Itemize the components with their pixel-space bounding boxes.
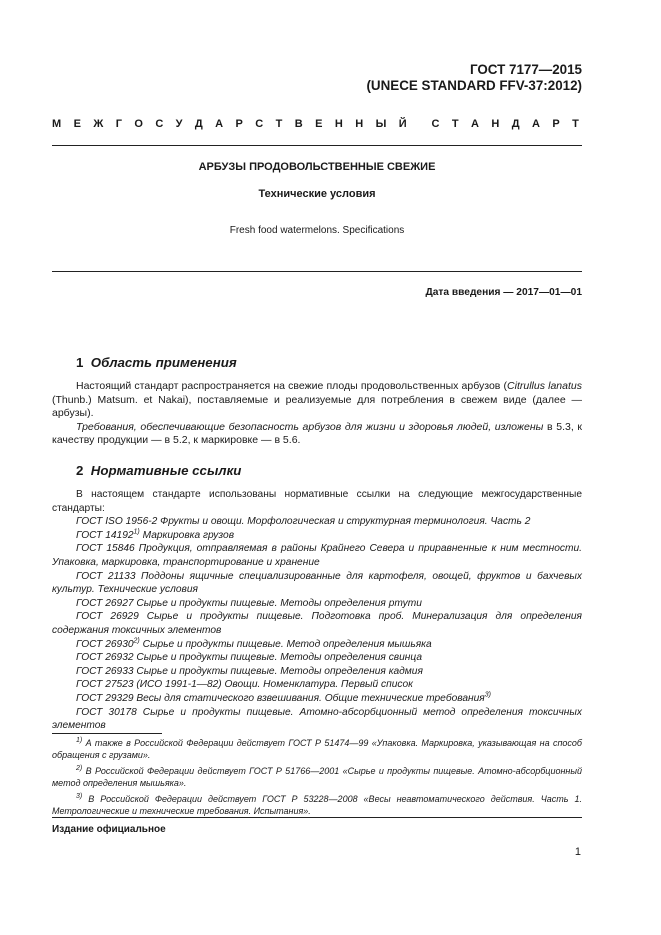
interstate-letter: В <box>294 118 303 130</box>
section-1-number: 1 <box>76 355 84 370</box>
reference-item: ГОСТ 29329 Весы для статического взвешивания. Общие технические требования$^{3)}$ <box>76 691 491 704</box>
normative-references <box>52 488 582 733</box>
latin-name: Citrullus lanatus <box>507 380 582 392</box>
document-standard: (UNECE STANDARD FFV-37:2012) <box>366 78 582 93</box>
interstate-letter: Д <box>511 118 520 130</box>
footnotes <box>52 737 582 821</box>
safety-paragraph: Требования, обеспечивающие безопасность арбузов для жизни и здоровья людей, изложены в 5.3, к качеству продукции — в 5.2, к маркировке — в 5.6. <box>52 420 582 446</box>
footnote: $^{2)}$ В Российской Федерации действует ГОСТ Р 51766—2001 «Сырье и продукты пищевые. Атомно-абсорбционный метод определения мышьяка». <box>52 765 582 789</box>
interstate-letter: Т <box>572 118 579 130</box>
interstate-letter: А <box>215 118 224 130</box>
interstate-letter: Н <box>491 118 500 130</box>
section-2-heading <box>76 463 241 478</box>
footnote: $^{3)}$ В Российской Федерации действует ГОСТ Р 53228—2008 «Весы неавтоматического действия. Часть 1. Метрологические и технические требования. Испытания». <box>52 793 582 817</box>
reference-item: ГОСТ 26933 Сырье и продукты пищевые. Методы определения кадмия <box>76 665 423 677</box>
header-divider <box>52 145 582 146</box>
interstate-letter: Н <box>355 118 364 130</box>
reference-item: ГОСТ 21133 Поддоны ящичные специализированные для картофеля, овощей, фруктов и бахчевых культур. Технические условия <box>52 570 582 596</box>
section-2-number: 2 <box>76 463 84 478</box>
interstate-letter: О <box>134 118 143 130</box>
interstate-letter: Т <box>275 118 283 130</box>
footnote-marker: 2) <box>133 637 140 645</box>
reference-item: ГОСТ 26929 Сырье и продукты пищевые. Подготовка проб. Минерализация для определения содержания токсичных элементов <box>52 611 582 636</box>
title-divider <box>52 271 582 272</box>
document-number-block <box>366 62 582 94</box>
introduction-date: Дата введения — 2017—01—01 <box>425 287 582 298</box>
interstate-letter: Е <box>73 118 81 130</box>
section-1-heading <box>76 355 237 370</box>
reference-item: ГОСТ 15846 Продукция, отправляемая в районы Крайнего Севера и приравненные к ним местности. Упаковка, маркировка, транспортирование и хранение <box>52 543 582 568</box>
page-number: 1 <box>574 846 581 858</box>
interstate-letter: У <box>175 118 183 130</box>
interstate-letter: С <box>255 118 264 130</box>
section-1-body <box>52 380 582 448</box>
interstate-letter: А <box>471 118 479 130</box>
scope-paragraph: Настоящий стандарт распространяется на свежие плоды продовольственных арбузов (Citrullus lanatus (Thunb.) Matsum. et Nakai), поставляемые и реализуемые для потребления в свежем виде (далее — арбузы). <box>52 380 582 419</box>
interstate-letter: Р <box>552 118 560 130</box>
interstate-letter: Н <box>334 118 343 130</box>
official-edition: Издание официальное <box>52 824 166 835</box>
interstate-letter: Р <box>235 118 243 130</box>
interstate-letter: Ж <box>93 118 104 130</box>
interstate-letter: Й <box>398 118 407 130</box>
interstate-letter: А <box>531 118 540 130</box>
reference-item: ГОСТ 27523 (ИСО 1991-1—82) Овощи. Номенклатура. Первый список <box>76 679 413 691</box>
references-list <box>52 515 582 733</box>
footnote-marker: 3) <box>484 691 491 699</box>
interstate-letter: Е <box>315 118 323 130</box>
section-1-title: Область применения <box>90 355 237 370</box>
footnote: $^{1)}$ А также в Российской Федерации действует ГОСТ Р 51474—99 «Упаковка. Маркировка, указывающая на способ обращения с грузами». <box>52 737 582 761</box>
document-subtitle: Технические условия <box>258 188 376 200</box>
reference-item: ГОСТ 26927 Сырье и продукты пищевые. Методы определения ртути <box>76 597 422 609</box>
interstate-letter: Т <box>451 118 459 130</box>
document-title: АРБУЗЫ ПРОДОВОЛЬСТВЕННЫЕ СВЕЖИЕ <box>198 161 436 173</box>
document-number: ГОСТ 7177—2015 <box>469 62 582 77</box>
interstate-letter: С <box>155 118 164 130</box>
reference-item: ГОСТ 26932 Сырье и продукты пищевые. Методы определения свинца <box>76 652 422 664</box>
footnote-marker: 1) <box>133 528 140 536</box>
reference-item: ГОСТ ISO 1956-2 Фрукты и овощи. Морфологическая и структурная терминология. Часть 2 <box>76 516 531 528</box>
interstate-standard-heading <box>52 118 579 130</box>
footer-divider <box>52 817 582 818</box>
reference-item: ГОСТ 26930$^{2)}$ Сырье и продукты пищевые. Метод определения мышьяка <box>76 637 432 650</box>
reference-item: ГОСТ 30178 Сырье и продукты пищевые. Атомно-абсорбционный метод определения токсичных элементов <box>52 706 582 732</box>
interstate-letter: Ы <box>375 118 387 130</box>
section-2-title: Нормативные ссылки <box>90 463 242 478</box>
interstate-letter: М <box>52 118 62 130</box>
references-intro: В настоящем стандарте использованы нормативные ссылки на следующие межгосударственные стандарты: <box>52 489 582 514</box>
interstate-letter: С <box>431 118 440 130</box>
reference-item: ГОСТ 14192$^{1)}$ Маркировка грузов <box>76 528 235 541</box>
footnote-divider <box>52 733 162 734</box>
english-title: Fresh food watermelons. Specifications <box>229 225 405 236</box>
interstate-letter: Д <box>194 118 203 130</box>
interstate-letter: Г <box>115 118 122 130</box>
